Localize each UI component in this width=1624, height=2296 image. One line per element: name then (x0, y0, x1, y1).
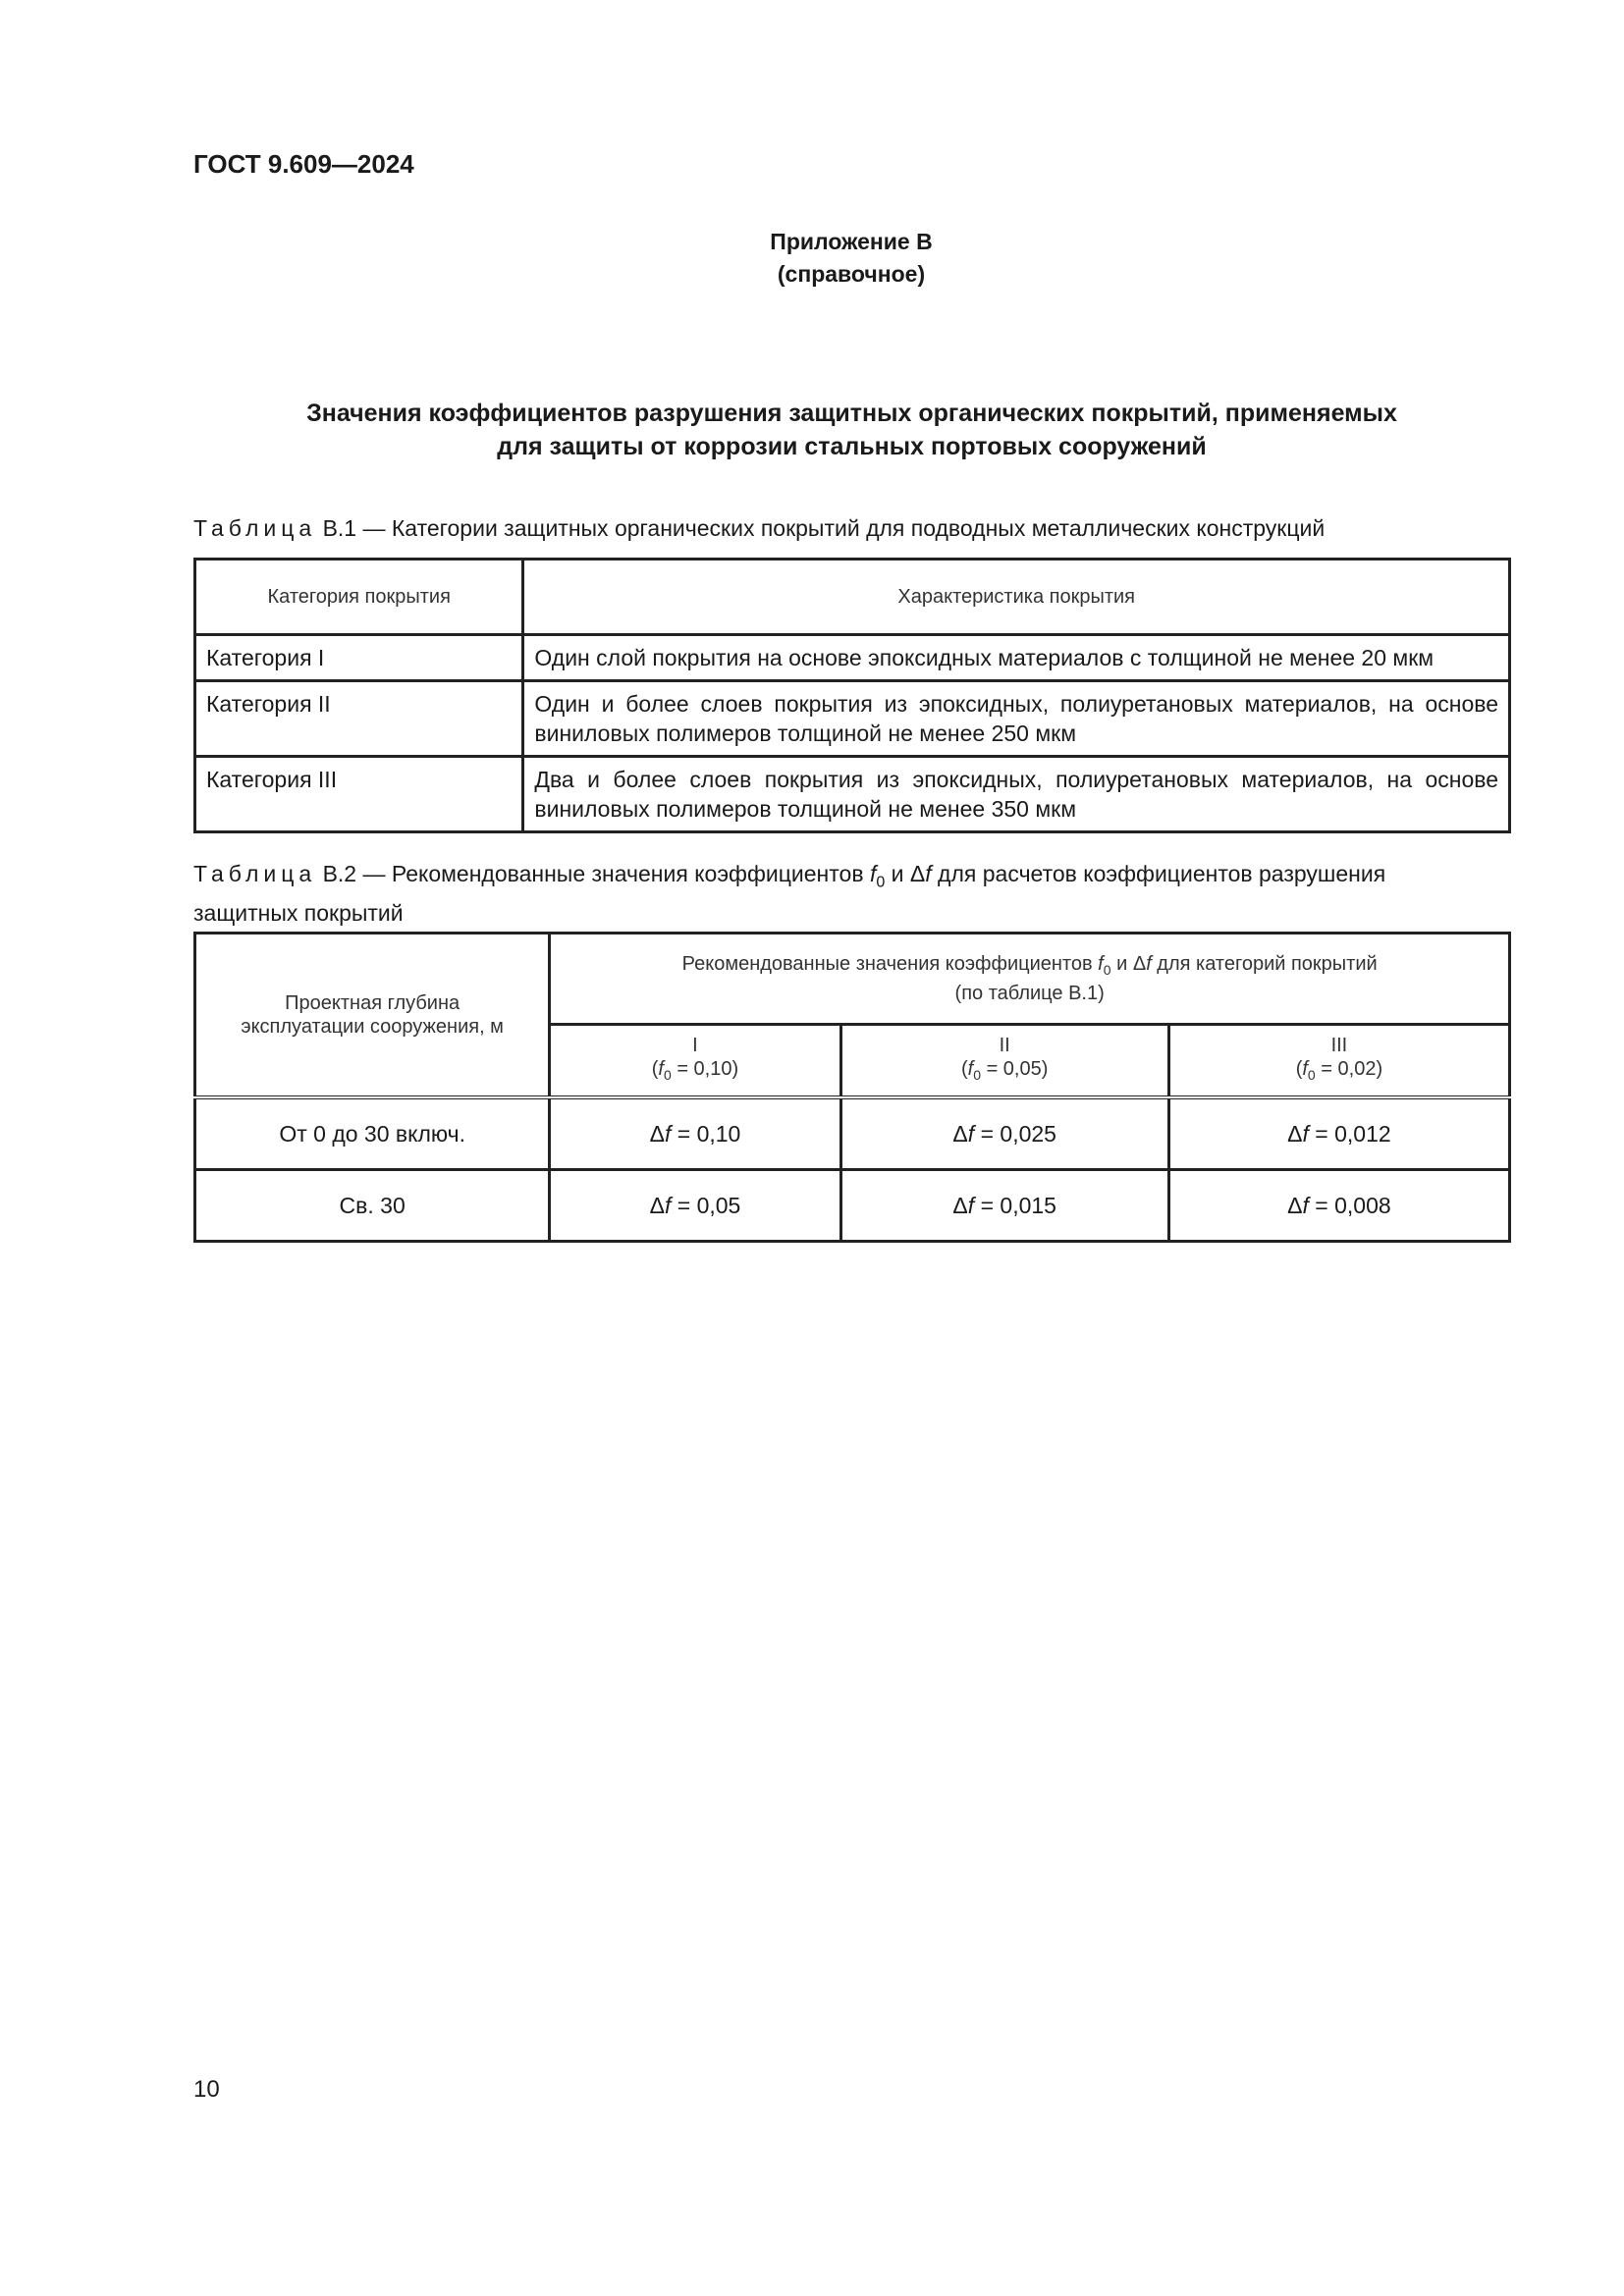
appendix-heading (0, 226, 1624, 291)
table1-header-description: Характеристика покрытия (523, 560, 1510, 635)
table-row (195, 757, 1510, 832)
table1-caption: Таблица В.1 — Категории защитных органических покрытий для подводных металлических конструкций (193, 515, 1326, 541)
depth-cell: Св. 30 (195, 1170, 550, 1242)
table-row (195, 1097, 1510, 1170)
page-number: 10 (193, 2076, 220, 2103)
category-cell: Категория III (195, 757, 523, 832)
table-row (195, 635, 1510, 681)
section-title-line1: Значения коэффициентов разрушения защитных органических покрытий, применяемых (306, 400, 1397, 427)
coefficients-group-header: Рекомендованные значения коэффициентов $f_0$ и Δf для категорий покрытий (по таблице В.1) (550, 934, 1510, 1025)
category-header-iii: III $(f_0 = 0,02)$ (1168, 1024, 1509, 1097)
delta-cell: Δf = 0,012 (1168, 1097, 1509, 1170)
delta-cell: Δf = 0,025 (840, 1097, 1168, 1170)
category-header-i: I $(f_0 = 0,10)$ (550, 1024, 840, 1097)
appendix-label: Приложение В (770, 229, 933, 254)
delta-cell: Δf = 0,015 (840, 1170, 1168, 1242)
appendix-note: (справочное) (777, 261, 926, 287)
table-row (195, 1170, 1510, 1242)
table2-caption: Таблица В.2 — Рекомендованные значения коэффициентов $f_0$ и Δf для расчетов коэффициентов разрушения защитных покрытий (193, 861, 1386, 926)
delta-cell: Δf = 0,008 (1168, 1170, 1509, 1242)
category-cell: Категория I (195, 635, 523, 681)
description-cell: Два и более слоев покрытия из эпоксидных, полиуретановых материалов, на основе виниловых полимеров толщиной не менее 350 мкм (523, 757, 1510, 832)
depth-cell: От 0 до 30 включ. (195, 1097, 550, 1170)
description-cell: Один слой покрытия на основе эпоксидных материалов с толщиной не менее 20 мкм (523, 635, 1510, 681)
section-title-line2: для защиты от коррозии стальных портовых сооружений (497, 433, 1207, 460)
category-header-ii: II $(f_0 = 0,05)$ (840, 1024, 1168, 1097)
description-cell: Один и более слоев покрытия из эпоксидных, полиуретановых материалов, на основе виниловых полимеров толщиной не менее 250 мкм (523, 681, 1510, 757)
delta-cell: Δf = 0,10 (550, 1097, 840, 1170)
table-row (195, 681, 1510, 757)
table1 (193, 558, 1511, 833)
table1-header-category: Категория покрытия (195, 560, 523, 635)
document-code: ГОСТ 9.609—2024 (193, 149, 414, 179)
section-title (193, 397, 1510, 463)
table2 (193, 932, 1511, 1243)
depth-header: Проектная глубина эксплуатации сооружения, м (195, 934, 550, 1098)
category-cell: Категория II (195, 681, 523, 757)
delta-cell: Δf = 0,05 (550, 1170, 840, 1242)
